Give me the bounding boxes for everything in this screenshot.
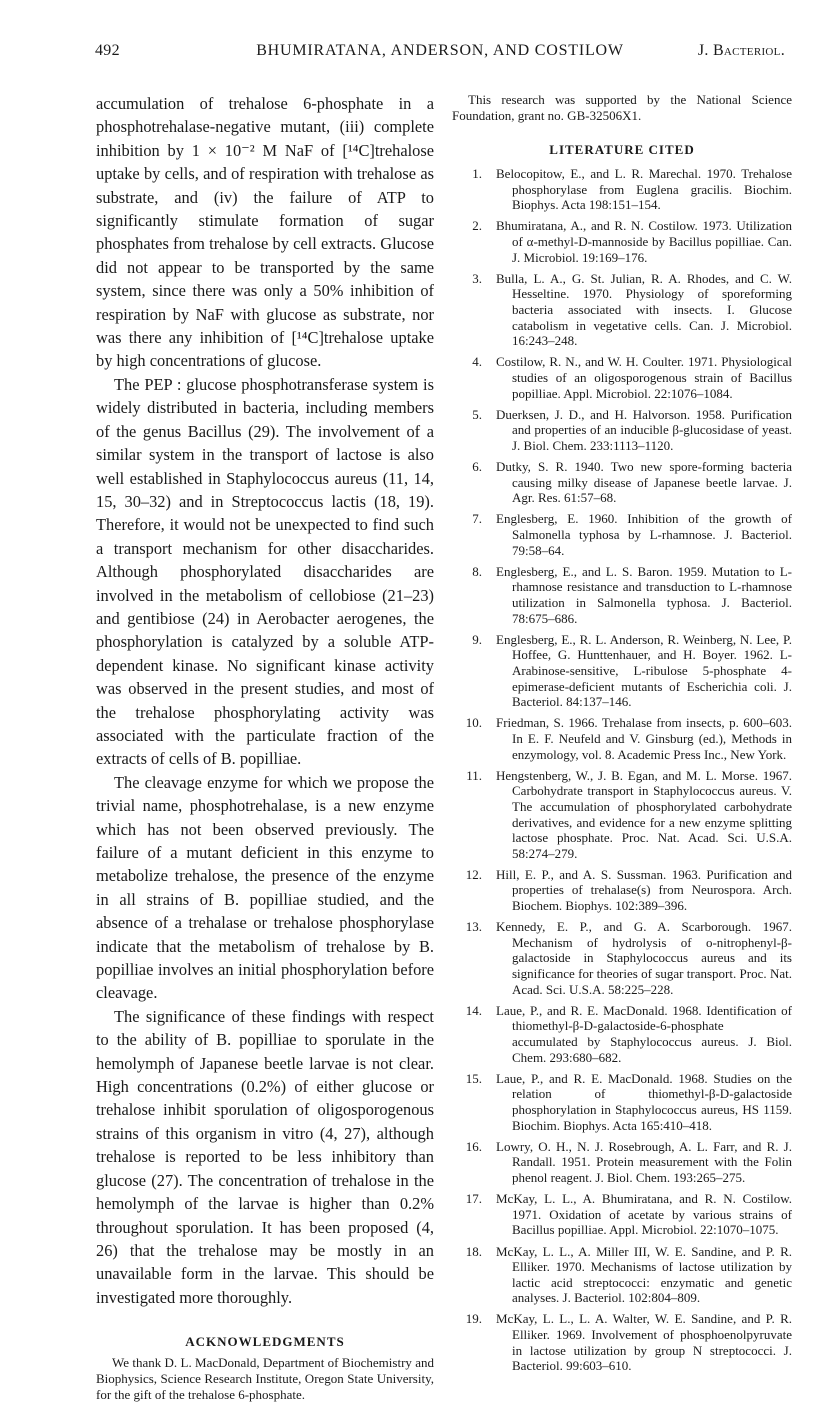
reference-text: Dutky, S. R. 1940. Two new spore-forming bacteria causing milky disease of Japanese beetle larvae. J. Agr. Res. 61:57–68. <box>496 459 792 506</box>
acknowledgments-heading: ACKNOWLEDGMENTS <box>185 1334 345 1350</box>
reference-text: Friedman, S. 1966. Trehalase from insects, p. 600–603. In E. F. Neufeld and V. Ginsburg (ed.), Methods in enzymology, vol. 8. Academic Press Inc., New York. <box>496 715 792 762</box>
reference-number: 2. <box>472 218 482 234</box>
reference-item <box>452 1139 792 1186</box>
running-authors: BHUMIRATANA, ANDERSON, AND COSTILOW <box>256 42 624 59</box>
reference-item <box>452 1244 792 1306</box>
reference-item <box>452 715 792 762</box>
reference-number: 10. <box>465 715 482 731</box>
reference-item <box>452 1071 792 1133</box>
reference-item <box>452 218 792 265</box>
reference-item <box>452 166 792 213</box>
reference-number: 3. <box>472 270 482 286</box>
reference-number: 17. <box>465 1191 482 1207</box>
literature-cited-heading: LITERATURE CITED <box>549 142 695 157</box>
reference-number: 16. <box>465 1138 482 1154</box>
reference-number: 12. <box>465 866 482 882</box>
reference-item <box>452 632 792 710</box>
reference-text: Hill, E. P., and A. S. Sussman. 1963. Purification and properties of trehalase(s) from Neurospora. Arch. Biochem. Biophys. 102:389–396. <box>496 866 792 914</box>
reference-text: Englesberg, E., R. L. Anderson, R. Weinberg, N. Lee, P. Hoffee, G. Hunttenhauer, and H. Boyer. 1962. L-Arabinose-sensitive, L-ribulose 5-phosphate 4-epimerase-deficient mutants of Escherichia coli. J. Bacteriol. 84:137–146. <box>496 631 792 710</box>
reference-number: 7. <box>472 511 482 527</box>
reference-text: Kennedy, E. P., and G. A. Scarborough. 1967. Mechanism of hydrolysis of o-nitrophenyl-β-galactoside in Staphylococcus aureus and its significance for theories of sugar transport. Proc. Nat. Acad. Sci. U.S.A. 58:225–228. <box>496 919 792 997</box>
reference-item <box>452 271 792 349</box>
reference-text: Englesberg, E., and L. S. Baron. 1959. Mutation to L-rhamnose resistance and transduction to L-rhamnose utilization in Salmonella typhosa. J. Bacteriol. 78:675–686. <box>496 563 792 626</box>
reference-text: McKay, L. L., L. A. Walter, W. E. Sandine, and P. R. Elliker. 1969. Involvement of phosphoenolpyruvate in lactose utilization by group N streptococci. J. Bacteriol. 99:603–610. <box>496 1311 792 1374</box>
right-column <box>452 92 792 1379</box>
reference-item <box>452 1003 792 1065</box>
reference-text: Belocopitow, E., and L. R. Marechal. 1970. Trehalose phosphorylase from Euglena gracilis. Biochim. Biophys. Acta 198:151–154. <box>496 166 792 213</box>
reference-text: Bhumiratana, A., and R. N. Costilow. 1973. Utilization of α-methyl-D-mannoside by Bacillus popilliae. Can. J. Microbiol. 19:169–176. <box>496 218 792 265</box>
left-column <box>96 92 434 1403</box>
reference-number: 13. <box>465 919 482 935</box>
reference-number: 11. <box>466 767 482 783</box>
reference-text: McKay, L. L., A. Bhumiratana, and R. N. Costilow. 1971. Oxidation of acetate by various strains of Bacillus popilliae. Appl. Microbiol. 22:1070–1075. <box>496 1191 792 1238</box>
reference-number: 15. <box>465 1070 482 1086</box>
page-number: 492 <box>95 42 120 59</box>
reference-text: Englesberg, E. 1960. Inhibition of the growth of Salmonella typhosa by L-rhamnose. J. Bacteriol. 79:58–64. <box>496 511 792 558</box>
reference-list <box>452 166 792 1374</box>
body-paragraph: The significance of these findings with respect to the ability of B. popilliae to sporulate in the hemolymph of Japanese beetle larvae is not clear. High concentrations (0.2%) of either glucose or trehalose inhibit sporulation of oligosporogenous strains of this organism in vitro (4, 27), although trehalose is reported to be less inhibitory than glucose (27). The concentration of trehalose in the hemolymph of the larvae is higher than 0.2% throughout sporulation. It has been proposed (4, 26) that the trehalose may be mostly in an unavailable form in the larvae. This should be investigated more thoroughly. <box>96 1006 434 1307</box>
reference-text: Laue, P., and R. E. MacDonald. 1968. Identification of thiomethyl-β-D-galactoside-6-phosphate accumulated by Staphylococcus aureus. J. Biol. Chem. 293:680–682. <box>496 1002 792 1065</box>
reference-text: Laue, P., and R. E. MacDonald. 1968. Studies on the relation of thiomethyl-β-D-galactoside phosphorylation in Staphylococcus aureus, HS 1159. Biochim. Biophys. Acta 165:410–418. <box>496 1070 792 1133</box>
reference-number: 4. <box>472 354 482 370</box>
reference-number: 14. <box>465 1002 482 1018</box>
reference-item <box>452 768 792 862</box>
body-paragraph: The cleavage enzyme for which we propose the trivial name, phosphotrehalase, is a new enzyme which has not been observed previously. The failure of a mutant deficient in this enzyme to metabolize trehalose, the presence of the enzyme in all strains of B. popilliae studied, and the absence of a trehalase or trehalose phosphorylase indicate that the metabolism of trehalose by B. popilliae involves an initial phosphorylation before cleavage. <box>96 772 434 1003</box>
reference-item <box>452 354 792 401</box>
reference-item <box>452 511 792 558</box>
funding-note: This research was supported by the National Science Foundation, grant no. GB-32506X1. <box>452 92 792 123</box>
reference-text: Hengstenberg, W., J. B. Egan, and M. L. Morse. 1967. Carbohydrate transport in Staphylococcus aureus. V. The accumulation of phosphorylated carbohydrate derivatives, and evidence for a new enzyme splitting lactose phosphate. Proc. Nat. Acad. Sci. U.S.A. 58:274–279. <box>496 767 792 861</box>
body-paragraph: accumulation of trehalose 6-phosphate in a phosphotrehalase-negative mutant, (iii) complete inhibition by 1 × 10⁻² M NaF of [¹⁴C]trehalose uptake by cells, and of respiration with trehalose as substrate, and (iv) the failure of ATP to significantly stimulate formation of sugar phosphates from trehalose by cell extracts. Glucose did not appear to be transported by the same system, since there was only a 50% inhibition of respiration by NaF with glucose as substrate, nor was there any inhibition of [¹⁴C]trehalose uptake by high concentrations of glucose. <box>96 94 434 371</box>
acknowledgments-text: We thank D. L. MacDonald, Department of Biochemistry and Biophysics, Science Research Institute, Oregon State University, for the gift of the trehalose 6-phosphate. <box>96 1355 434 1402</box>
body-paragraph: The PEP : glucose phosphotransferase system is widely distributed in bacteria, including members of the genus Bacillus (29). The involvement of a similar system in the transport of lactose is also well established in Staphylococcus aureus (11, 14, 15, 30–32) and in Streptococcus lactis (18, 19). Therefore, it would not be unexpected to find such a transport mechanism for other disaccharides. Although phosphorylated disaccharides are involved in the metabolism of cellobiose (21–23) and gentibiose (24) in Aerobacter aerogenes, the phosphorylation is catalyzed by a soluble ATP-dependent kinase. No significant kinase activity was observed in the present studies, and most of the trehalose phosphorylating activity was associated with the particulate fraction of the extracts of cells of B. popilliae. <box>96 374 434 769</box>
reference-item <box>452 459 792 506</box>
reference-number: 19. <box>465 1311 482 1327</box>
reference-item <box>452 1311 792 1373</box>
reference-number: 9. <box>472 631 482 647</box>
running-header <box>95 42 785 72</box>
reference-text: Duerksen, J. D., and H. Halvorson. 1958. Purification and properties of an inducible β-glucosidase of yeast. J. Biol. Chem. 233:1113–1120. <box>496 406 792 453</box>
reference-text: McKay, L. L., A. Miller III, W. E. Sandine, and P. R. Elliker. 1970. Mechanisms of lactose utilization by lactic acid streptococci: enzymatic and genetic analyses. J. Bacteriol. 102:804–809. <box>496 1243 792 1306</box>
reference-item <box>452 867 792 914</box>
reference-number: 6. <box>472 459 482 475</box>
reference-number: 18. <box>465 1243 482 1259</box>
reference-item <box>452 564 792 626</box>
reference-number: 5. <box>472 406 482 422</box>
reference-text: Costilow, R. N., and W. H. Coulter. 1971. Physiological studies of an oligosporogenous strain of Bacillus popilliae. Appl. Microbiol. 22:1076–1084. <box>496 354 792 401</box>
reference-item <box>452 1191 792 1238</box>
reference-number: 8. <box>472 563 482 579</box>
reference-number: 1. <box>472 166 482 181</box>
reference-text: Bulla, L. A., G. St. Julian, R. A. Rhodes, and C. W. Hesseltine. 1970. Physiology of sporeforming bacteria associated with insects. I. Glucose catabolism in vegetative cells. Can. J. Microbiol. 16:243–248. <box>496 270 792 349</box>
reference-text: Lowry, O. H., N. J. Rosebrough, A. L. Farr, and R. J. Randall. 1951. Protein measurement with the Folin phenol reagent. J. Biol. Chem. 193:265–275. <box>496 1138 792 1185</box>
reference-item <box>452 919 792 997</box>
reference-item <box>452 407 792 454</box>
journal-name: J. Bacteriol. <box>697 42 785 59</box>
